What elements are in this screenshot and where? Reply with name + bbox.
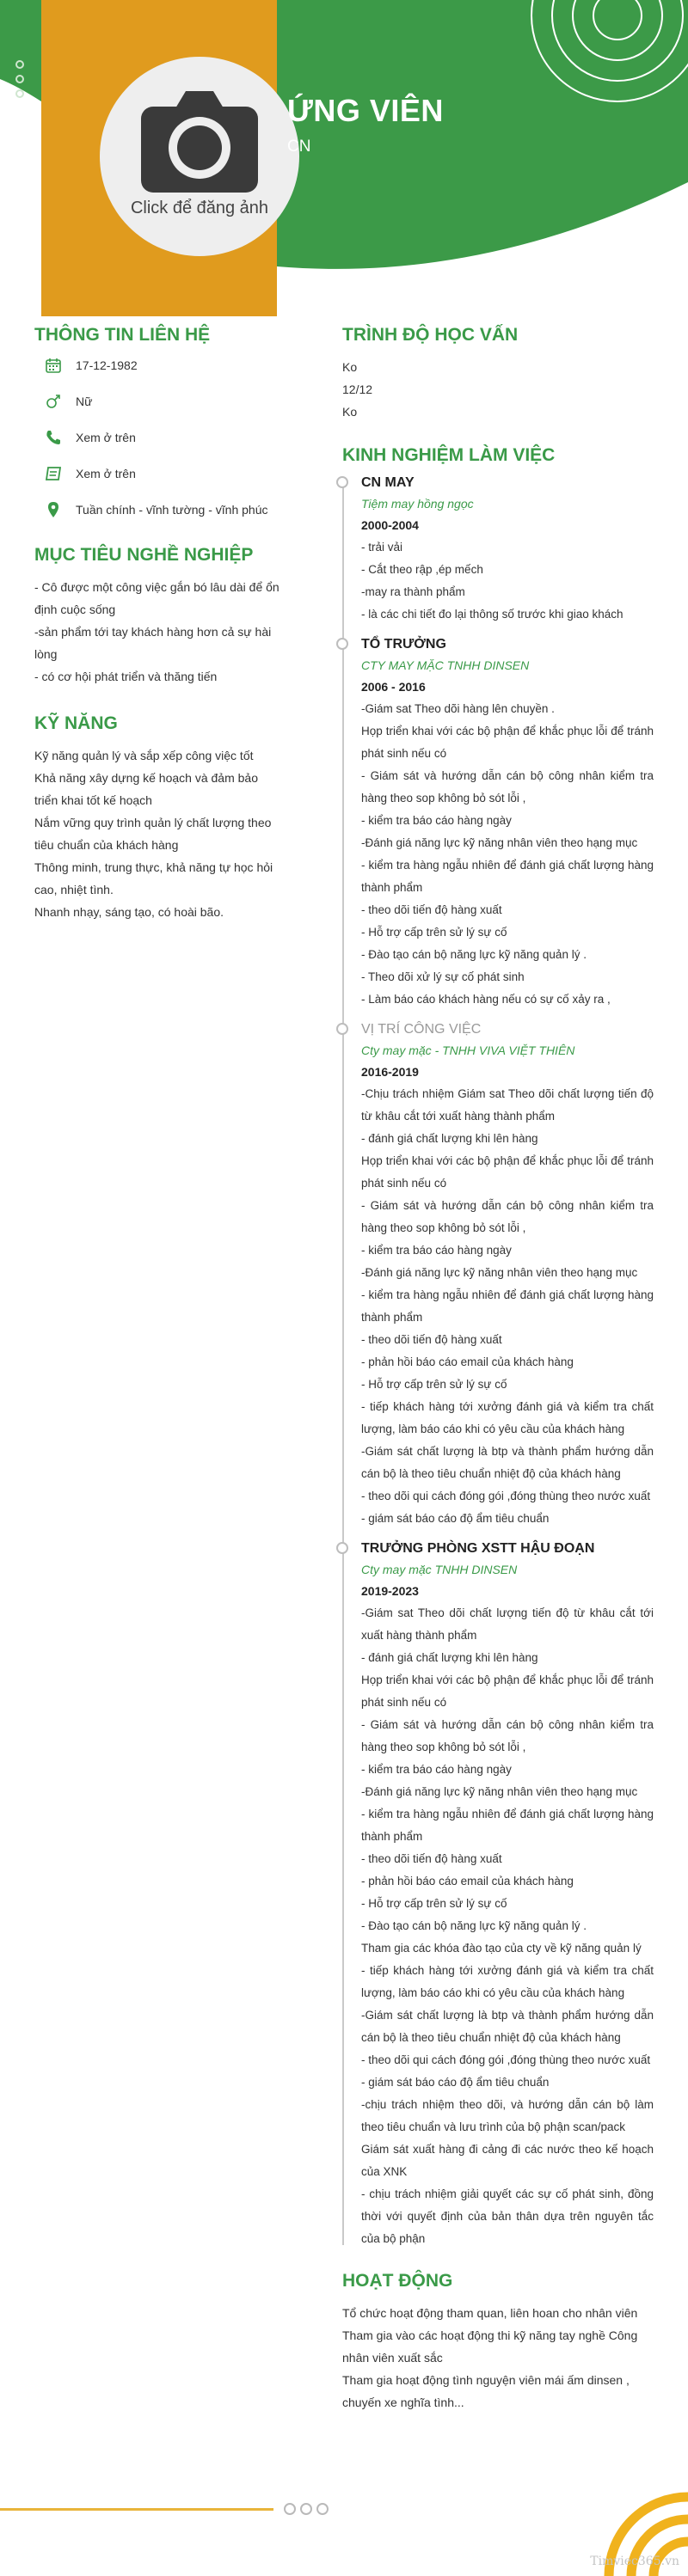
job-description-line: - Hỗ trợ cấp trên sử lý sự cố bbox=[361, 1378, 507, 1391]
job-description-line: - Theo dõi xử lý sự cố phát sinh bbox=[361, 970, 525, 983]
activity-line: Tổ chức hoạt động tham quan, liên hoan cho nhân viên bbox=[342, 2306, 638, 2320]
timeline-dot bbox=[336, 638, 348, 650]
job-entry bbox=[361, 1539, 654, 2250]
job-description-line: -Giám sát chất lượng là btp và thành phẩm hướng dẫn cán bộ là theo tiêu chuẩn nhiệt độ của khách hàng bbox=[361, 1445, 654, 1480]
job-description-line: - kiểm tra báo cáo hàng ngày bbox=[361, 1244, 512, 1257]
decorative-circles bbox=[516, 0, 688, 112]
job-description-line: - tiếp khách hàng tới xưởng đánh giá và kiểm tra chất lượng, làm báo cáo khi có yêu cầu của khách hàng bbox=[361, 1964, 654, 1999]
experience-section bbox=[342, 445, 654, 2250]
education-section bbox=[342, 325, 654, 423]
job-description-line: - đánh giá chất lượng khi lên hàng bbox=[361, 1132, 538, 1145]
cv-header bbox=[0, 0, 688, 327]
job-description-line: Họp triển khai với các bộ phận để khắc phục lỗi để tránh phát sinh nếu có bbox=[361, 725, 654, 760]
experience-title: KINH NGHIỆM LÀM VIỆC bbox=[342, 445, 556, 465]
objective-line: -sản phẩm tới tay khách hàng hơn cả sự hài lòng bbox=[34, 625, 272, 661]
candidate-position: CN bbox=[287, 138, 311, 156]
job-description-line: - Giám sát và hướng dẫn cán bộ công nhân kiểm tra hàng theo sop không bỏ sót lỗi , bbox=[361, 769, 654, 805]
job-company: Tiệm may hồng ngọc bbox=[361, 497, 474, 511]
timeline-dot bbox=[336, 1023, 348, 1035]
skills-text bbox=[34, 744, 280, 923]
activities-section bbox=[342, 2271, 654, 2414]
job-time: 2016-2019 bbox=[361, 1065, 419, 1079]
camera-icon bbox=[141, 89, 258, 193]
education-line: 12/12 bbox=[342, 382, 373, 396]
job-description-line: -Giám sát chất lượng là btp và thành phẩm hướng dẫn cán bộ là theo tiêu chuẩn nhiệt độ của khách hàng bbox=[361, 2009, 654, 2044]
email-icon bbox=[45, 465, 62, 482]
job-company: CTY MAY MẶC TNHH DINSEN bbox=[361, 658, 530, 672]
job-company: Cty may mặc - TNHH VIVA VIỆT THIÊN bbox=[361, 1043, 575, 1057]
right-column bbox=[342, 325, 654, 2414]
skills-title: KỸ NĂNG bbox=[34, 713, 118, 733]
skill-line: Kỹ năng quản lý và sắp xếp công việc tốt bbox=[34, 749, 254, 762]
job-description-line: - trải vải bbox=[361, 541, 403, 554]
footer-dots bbox=[284, 2503, 333, 2515]
job-description-line: -Đánh giá năng lực kỹ năng nhân viên theo hạng mục bbox=[361, 1266, 638, 1279]
job-description-line: - chịu trách nhiệm giải quyết các sự cố phát sinh, đồng thời với quyết định của bản thân dựa trên nguyên tắc của bộ phận bbox=[361, 2187, 654, 2245]
contact-email bbox=[34, 464, 280, 483]
objective-title: MỤC TIÊU NGHỀ NGHIỆP bbox=[34, 545, 254, 565]
job-time: 2006 - 2016 bbox=[361, 680, 426, 694]
job-description-line: Tham gia các khóa đào tạo của cty về kỹ năng quản lý bbox=[361, 1942, 642, 1955]
watermark: Timviec365.vn bbox=[590, 2555, 679, 2568]
job-description-line: - theo dõi tiến độ hàng xuất bbox=[361, 1852, 502, 1865]
job-title: CN MAY bbox=[361, 475, 415, 490]
skill-line: Nắm vững quy trình quản lý chất lượng theo tiêu chuẩn của khách hàng bbox=[34, 816, 272, 852]
job-description-line: -Đánh giá năng lực kỹ năng nhân viên theo hạng mục bbox=[361, 1785, 638, 1798]
job-description-line: -chịu trách nhiệm theo dõi, và hướng dẫn cán bộ làm theo tiêu chuẩn và lưu trình của bộ phận scan/pack bbox=[361, 2098, 654, 2133]
job-description bbox=[361, 698, 654, 1011]
job-description-line: - đánh giá chất lượng khi lên hàng bbox=[361, 1651, 538, 1664]
contact-birthday bbox=[34, 356, 280, 375]
footer-line bbox=[0, 2508, 273, 2511]
address-text: Tuần chính - vĩnh tường - vĩnh phúc bbox=[76, 503, 268, 517]
contact-phone bbox=[34, 428, 280, 447]
skill-line: Nhanh nhạy, sáng tạo, có hoài bão. bbox=[34, 905, 224, 919]
objective-section bbox=[34, 545, 280, 688]
job-description-line: - Giám sát và hướng dẫn cán bộ công nhân kiểm tra hàng theo sop không bỏ sót lỗi , bbox=[361, 1199, 654, 1234]
timeline-dot bbox=[336, 476, 348, 488]
job-description-line: - Đào tạo cán bộ năng lực kỹ năng quản lý . bbox=[361, 1919, 587, 1932]
job-title: VỊ TRÍ CÔNG VIỆC bbox=[361, 1022, 482, 1037]
job-description-line: - tiếp khách hàng tới xưởng đánh giá và kiểm tra chất lượng, làm báo cáo khi có yêu cầu của khách hàng bbox=[361, 1400, 654, 1435]
candidate-name: ỨNG VIÊN bbox=[287, 93, 444, 128]
job-entry bbox=[361, 473, 654, 626]
job-description-line: - Hỗ trợ cấp trên sử lý sự cố bbox=[361, 926, 507, 939]
job-time: 2000-2004 bbox=[361, 518, 419, 532]
job-description-line: - theo dõi qui cách đóng gói ,đóng thùng theo nước xuất bbox=[361, 2053, 651, 2066]
job-description-line: -Đánh giá năng lực kỹ năng nhân viên theo hạng mục bbox=[361, 836, 638, 849]
skill-line: Thông minh, trung thực, khả năng tự học hỏi cao, nhiệt tình. bbox=[34, 860, 273, 896]
contact-title: THÔNG TIN LIÊN HỆ bbox=[34, 325, 211, 345]
job-description-line: Họp triển khai với các bộ phận để khắc phục lỗi để tránh phát sinh nếu có bbox=[361, 1154, 654, 1190]
job-description-line: - kiểm tra báo cáo hàng ngày bbox=[361, 1763, 512, 1776]
job-description-line: - giám sát báo cáo độ ẩm tiêu chuẩn bbox=[361, 2076, 550, 2089]
job-description-line: - kiểm tra hàng ngẫu nhiên để đánh giá chất lượng hàng thành phẩm bbox=[361, 859, 654, 894]
job-entry bbox=[361, 1019, 654, 1530]
job-company: Cty may mặc TNHH DINSEN bbox=[361, 1563, 518, 1576]
phone-text: Xem ở trên bbox=[76, 431, 136, 444]
gender-icon bbox=[45, 393, 62, 410]
job-description-line: - Giám sát và hướng dẫn cán bộ công nhân kiểm tra hàng theo sop không bỏ sót lỗi , bbox=[361, 1718, 654, 1753]
contact-address bbox=[34, 500, 280, 519]
job-description-line: - giám sát báo cáo độ ẩm tiêu chuẩn bbox=[361, 1512, 550, 1525]
job-description bbox=[361, 1083, 654, 1530]
job-description-line: - theo dõi tiến độ hàng xuất bbox=[361, 1333, 502, 1346]
job-description-line: -Giám sat Theo dõi hàng lên chuyền . bbox=[361, 702, 555, 715]
timeline-line bbox=[342, 478, 344, 2245]
skill-line: Khả năng xây dựng kế hoạch và đảm bảo triển khai tốt kế hoạch bbox=[34, 771, 258, 807]
job-description-line: - Cắt theo rập ,ép mếch bbox=[361, 563, 483, 576]
email-text: Xem ở trên bbox=[76, 467, 136, 480]
skills-section bbox=[34, 713, 280, 923]
job-description-line: - theo dõi tiến độ hàng xuất bbox=[361, 903, 502, 916]
decorative-dots bbox=[15, 60, 24, 104]
education-line: Ko bbox=[342, 405, 358, 419]
job-description-line: Giám sát xuất hàng đi cảng đi các nước theo kế hoạch của XNK bbox=[361, 2143, 654, 2178]
birthday-text: 17-12-1982 bbox=[76, 358, 138, 372]
activity-line: Tham gia hoạt động tình nguyện viên mái ấm dinsen , chuyến xe nghĩa tình... bbox=[342, 2373, 630, 2409]
timeline-dot bbox=[336, 1542, 348, 1554]
left-column bbox=[34, 325, 280, 949]
education-line: Ko bbox=[342, 360, 358, 374]
job-description-line: Họp triển khai với các bộ phận để khắc phục lỗi để tránh phát sinh nếu có bbox=[361, 1673, 654, 1709]
job-title: TỔ TRƯỞNG bbox=[361, 637, 446, 652]
photo-caption: Click để đăng ảnh bbox=[130, 199, 269, 217]
activity-line: Tham gia vào các hoạt động thi kỹ năng tay nghề Công nhân viên xuất sắc bbox=[342, 2328, 638, 2365]
objective-line: - Cô được một công việc gắn bó lâu dài để ổn định cuộc sống bbox=[34, 580, 280, 616]
education-title: TRÌNH ĐỘ HỌC VẤN bbox=[342, 325, 519, 345]
job-description bbox=[361, 1602, 654, 2250]
job-description-line: - kiểm tra báo cáo hàng ngày bbox=[361, 814, 512, 827]
job-description-line: -Chịu trách nhiệm Giám sat Theo dõi chất lượng tiến độ từ khâu cắt tới xuất hàng thành phẩm bbox=[361, 1087, 654, 1123]
job-description-line: - Hỗ trợ cấp trên sử lý sự cố bbox=[361, 1897, 507, 1910]
job-entry bbox=[361, 634, 654, 1011]
job-title: TRƯỞNG PHÒNG XSTT HẬU ĐOẠN bbox=[361, 1541, 595, 1556]
job-description-line: - là các chi tiết đo lại thông số trước khi giao khách bbox=[361, 608, 624, 621]
phone-icon bbox=[45, 429, 62, 446]
job-time: 2019-2023 bbox=[361, 1584, 419, 1598]
job-description-line: - kiểm tra hàng ngẫu nhiên để đánh giá chất lượng hàng thành phẩm bbox=[361, 1808, 654, 1843]
calendar-icon bbox=[45, 357, 62, 374]
location-icon bbox=[45, 501, 62, 518]
gender-text: Nữ bbox=[76, 395, 93, 408]
avatar-upload[interactable] bbox=[100, 57, 299, 256]
job-description-line: - kiểm tra hàng ngẫu nhiên để đánh giá chất lượng hàng thành phẩm bbox=[361, 1288, 654, 1324]
job-description bbox=[361, 536, 654, 626]
contact-gender bbox=[34, 392, 280, 411]
contact-section bbox=[34, 325, 280, 519]
job-description-line: - theo dõi qui cách đóng gói ,đóng thùng theo nước xuất bbox=[361, 1490, 651, 1502]
photo-panel bbox=[41, 0, 277, 316]
activities-title: HOẠT ĐỘNG bbox=[342, 2271, 453, 2291]
objective-line: - có cơ hội phát triển và thăng tiến bbox=[34, 670, 218, 683]
objective-text bbox=[34, 576, 280, 688]
job-description-line: -may ra thành phẩm bbox=[361, 585, 465, 598]
experience-timeline bbox=[342, 473, 654, 2250]
job-description-line: - phản hồi báo cáo email của khách hàng bbox=[361, 1875, 574, 1888]
job-description-line: - Đào tạo cán bộ năng lực kỹ năng quản lý . bbox=[361, 948, 587, 961]
job-description-line: - Làm báo cáo khách hàng nếu có sự cố xảy ra , bbox=[361, 993, 611, 1006]
job-description-line: -Giám sat Theo dõi chất lượng tiến độ từ khâu cắt tới xuất hàng thành phẩm bbox=[361, 1606, 654, 1642]
job-description-line: - phản hồi báo cáo email của khách hàng bbox=[361, 1355, 574, 1368]
